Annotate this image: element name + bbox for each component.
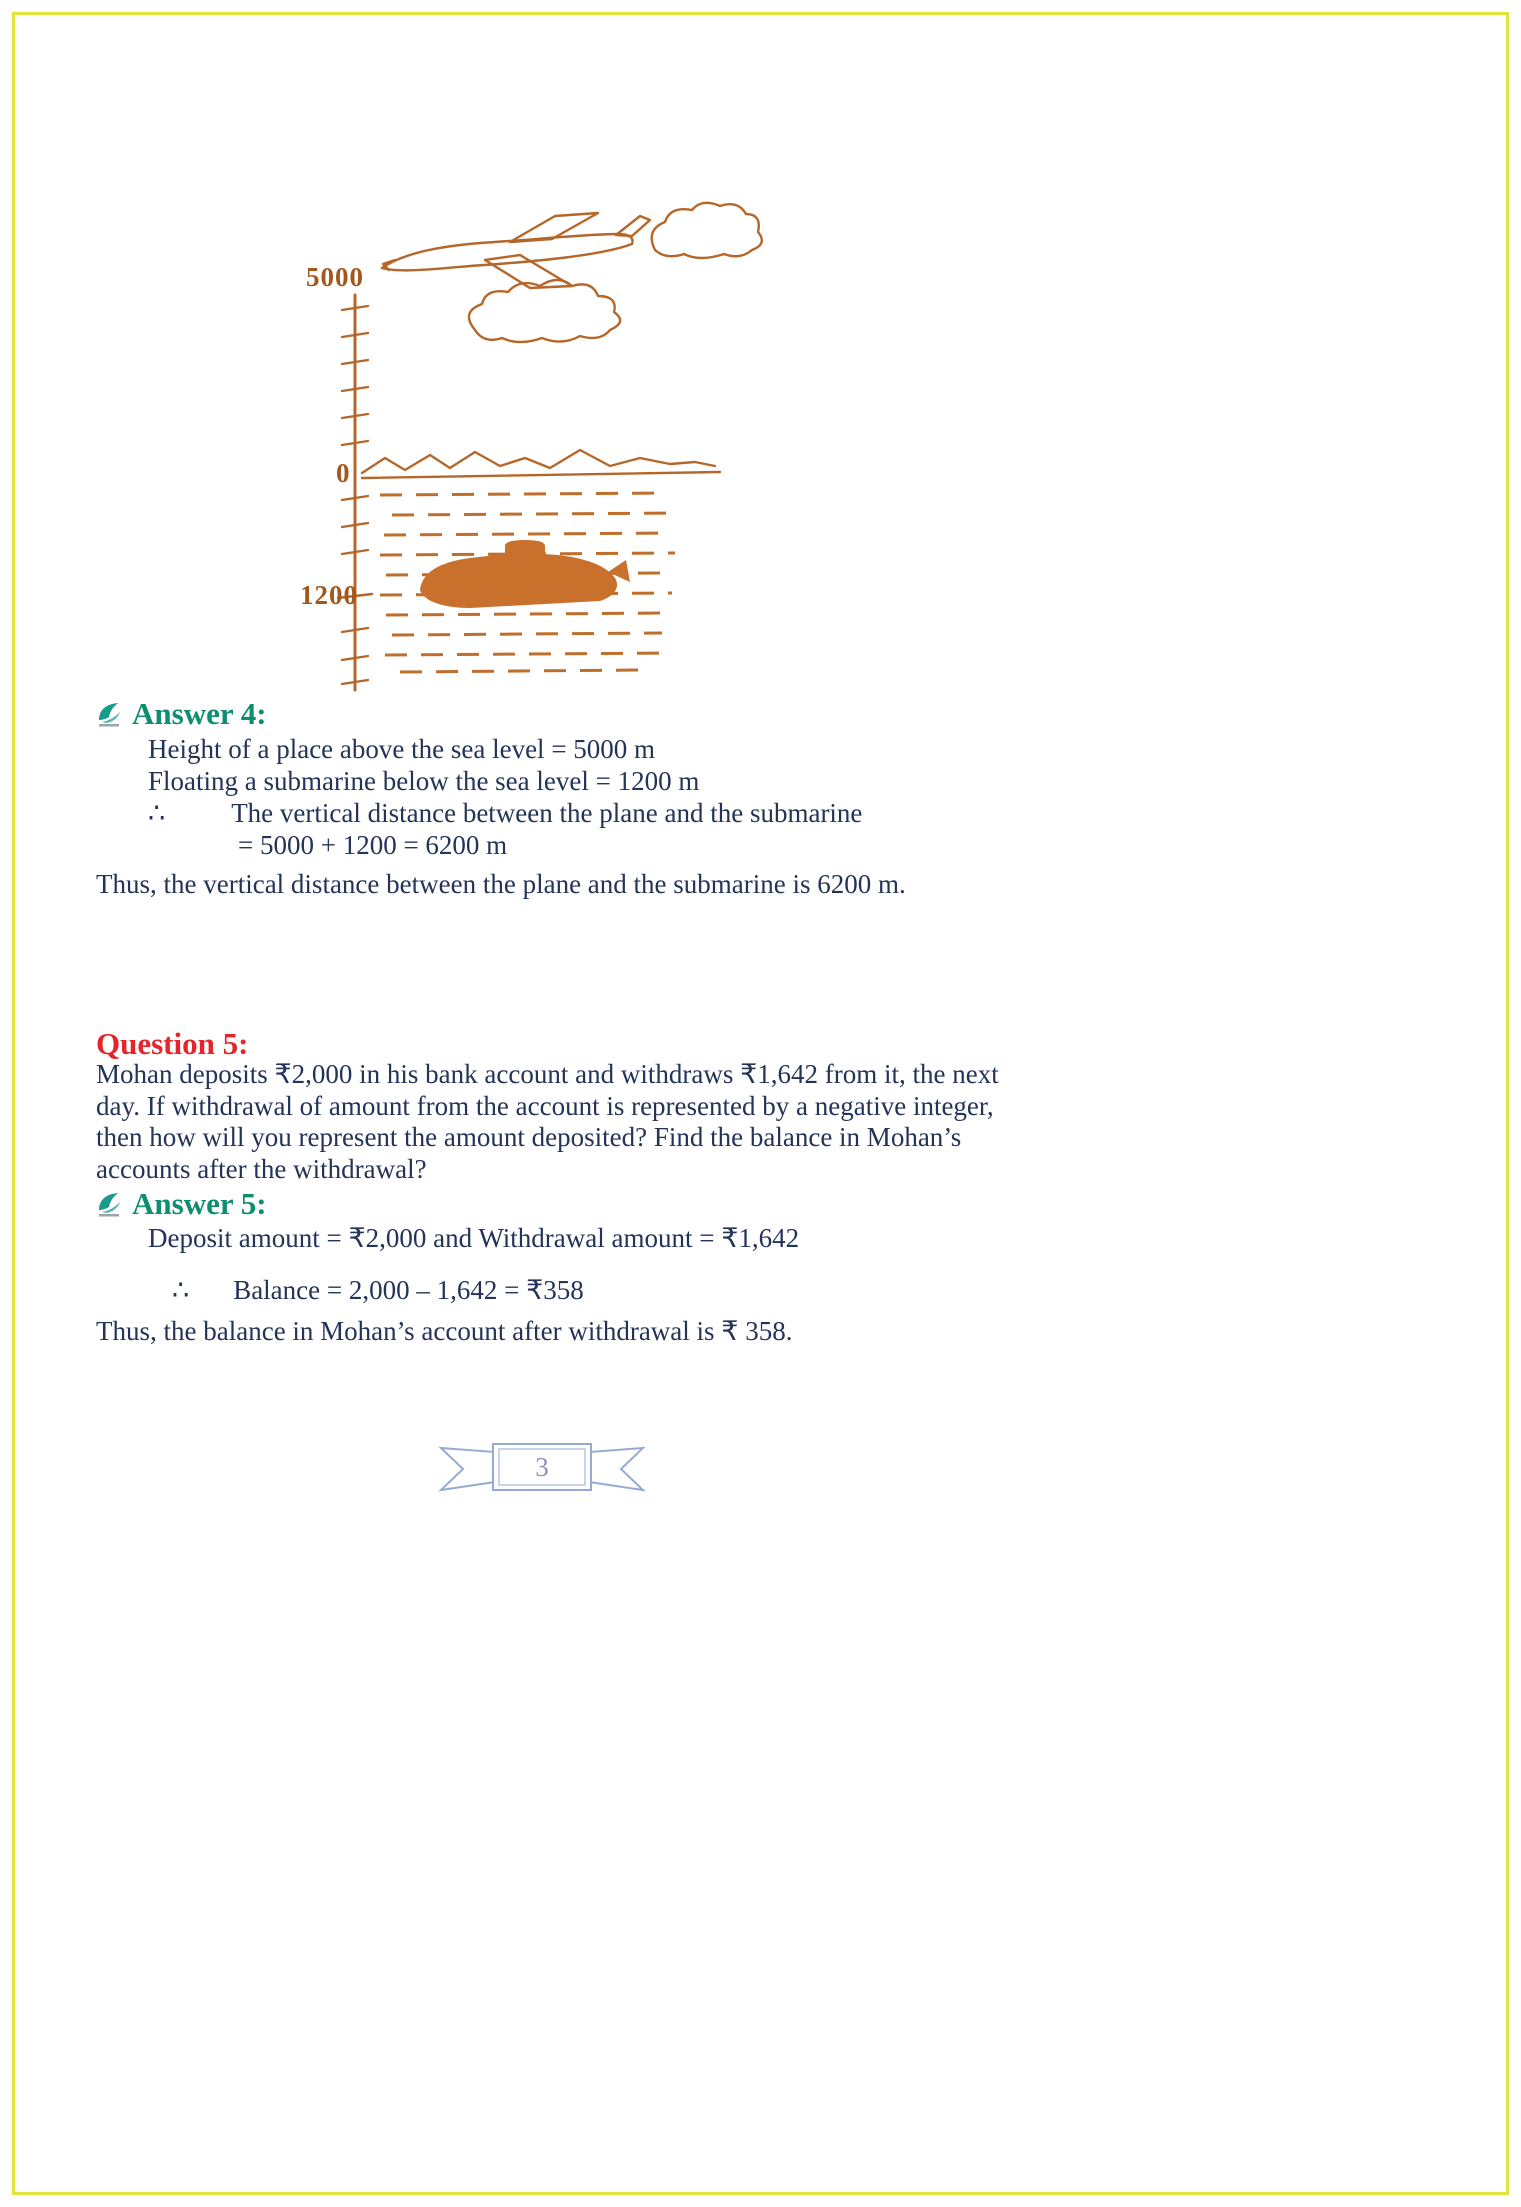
airplane-sketch	[382, 213, 650, 288]
answer5-heading-label: Answer 5:	[132, 1186, 267, 1221]
question5-heading: Question 5:	[96, 1026, 249, 1061]
answer4-conclusion: Thus, the vertical distance between the plane and the submarine is 6200 m.	[96, 869, 906, 899]
therefore-symbol: ∴	[172, 1275, 190, 1305]
answer5-line1: Deposit amount = ₹2,000 and Withdrawal amount = ₹1,642	[148, 1223, 800, 1253]
scale-label-1200: 1200	[300, 580, 358, 610]
answer5-conclusion: Thus, the balance in Mohan’s account after withdrawal is ₹ 358.	[96, 1316, 793, 1346]
answer4-line3-text: The vertical distance between the plane and the submarine	[231, 798, 863, 828]
page-number: 3	[535, 1452, 549, 1482]
question5-text: Mohan deposits ₹2,000 in his bank account and withdraws ₹1,642 from it, the next day. If withdrawal of amount from the account is represented by a negative integer, then how will you represent the amount deposited? Find the balance in Mohan’s accounts after the withdrawal?	[96, 1059, 999, 1184]
submarine-sketch	[420, 540, 630, 608]
logo-icon	[96, 1190, 124, 1218]
answer4-line4: = 5000 + 1200 = 6200 m	[238, 830, 508, 860]
answer5-line2-text: Balance = 2,000 – 1,642 = ₹358	[233, 1275, 584, 1305]
page-number-ribbon	[437, 1436, 647, 1498]
answer4-line1: Height of a place above the sea level = 5000 m	[148, 734, 656, 764]
answer5-heading	[96, 1186, 267, 1222]
altitude-scale	[300, 262, 372, 690]
logo-icon	[96, 700, 124, 728]
scale-label-0: 0	[336, 458, 351, 488]
answer4-heading	[96, 696, 267, 732]
answer4-line3	[148, 797, 862, 829]
illustration-svg	[300, 200, 780, 700]
scale-label-5000: 5000	[306, 262, 364, 292]
answer4-line2: Floating a submarine below the sea level = 1200 m	[148, 766, 700, 796]
answer4-heading-label: Answer 4:	[132, 696, 267, 731]
therefore-symbol: ∴	[148, 798, 166, 828]
sea-level-illustration	[300, 200, 780, 700]
sea-surface-sketch	[362, 450, 720, 478]
answer5-line2	[172, 1274, 584, 1306]
ribbon-svg	[437, 1436, 647, 1498]
clouds-sketch	[469, 203, 762, 342]
